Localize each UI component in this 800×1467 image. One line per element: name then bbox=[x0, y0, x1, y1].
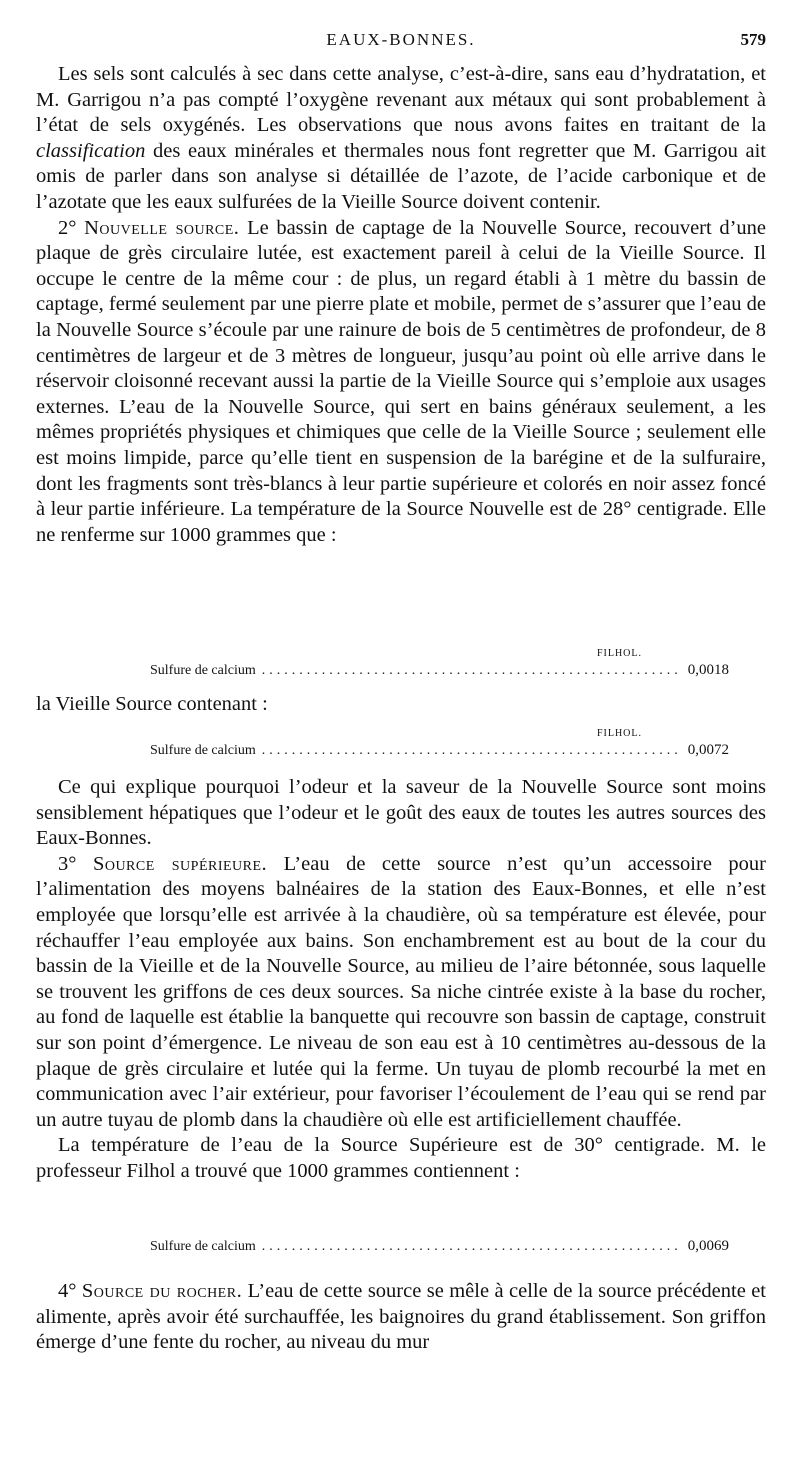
table-row bbox=[150, 662, 729, 679]
leader-dots: ........................................................ bbox=[261, 1239, 682, 1254]
paragraph-nouvelle-source bbox=[36, 216, 766, 549]
italic-term: classification bbox=[36, 139, 146, 162]
section-number: 2° bbox=[58, 216, 77, 239]
analysis-table-nouvelle bbox=[150, 648, 729, 679]
paragraph-text: Les sels sont calculés à sec dans cette analyse, c’est-à-dire, sans eau d’hydratation, et M. Garrigou n’a pas compté l’oxygène revenant aux métaux qui sont probablement à l’état de sels oxygénés. Les observations que nous avons faites en traitant de la bbox=[36, 63, 766, 137]
compound-value: 0,0069 bbox=[687, 1238, 729, 1254]
section-title: Nouvelle source. bbox=[84, 216, 240, 239]
body-block-2 bbox=[36, 692, 766, 718]
analyst-name: FILHOL. bbox=[596, 648, 642, 659]
paragraph-source-superieure bbox=[36, 852, 766, 1134]
paragraph-temperature: La température de l’eau de la Source Supérieure est de 30° centigrade. M. le professeur Filhol a trouvé que 1000 grammes contiennent : bbox=[36, 1134, 766, 1182]
page-number: 579 bbox=[740, 30, 766, 49]
paragraph-explanation: Ce qui explique pourquoi l’odeur et la saveur de la Nouvelle Source sont moins sensiblement hépatiques que l’odeur et le goût des eaux de toutes les autres sources des Eaux-Bonnes. bbox=[36, 776, 766, 850]
section-title: Source supérieure. bbox=[92, 852, 268, 875]
compound-label: Sulfure de calcium bbox=[150, 743, 256, 758]
body-block-1 bbox=[36, 62, 766, 548]
compound-label: Sulfure de calcium bbox=[150, 663, 256, 678]
running-title: EAUX-BONNES. bbox=[326, 30, 476, 49]
compound-value: 0,0018 bbox=[687, 662, 729, 678]
section-number: 3° bbox=[58, 852, 77, 875]
paragraph-text: des eaux minérales et thermales nous font regretter que M. Garrigou ait omis de parler dans son analyse si détaillée de l’azote, de l’acide carbonique et de l’azotate que les eaux sulfurées de la Vieille Source doivent contenir. bbox=[36, 139, 766, 213]
analysis-table-superieure bbox=[150, 1238, 729, 1255]
table-row bbox=[150, 742, 729, 759]
compound-value: 0,0072 bbox=[687, 742, 729, 758]
page-header bbox=[36, 30, 766, 56]
body-block-3 bbox=[36, 775, 766, 1185]
analysis-table-vieille bbox=[150, 728, 729, 759]
leader-dots: ........................................................ bbox=[261, 663, 682, 678]
paragraph-text: L’eau de cette source se mêle à celle de la source précédente et alimente, après avoir été surchauffée, les baignoires du grand établissement. Son griffon émerge d’une fente du rocher, au niveau du mur bbox=[36, 1280, 766, 1354]
paragraph-text: la Vieille Source contenant : bbox=[36, 693, 268, 715]
compound-label: Sulfure de calcium bbox=[150, 1239, 256, 1254]
table-row bbox=[150, 1238, 729, 1255]
body-block-4 bbox=[36, 1279, 766, 1356]
paragraph-text: L’eau de cette source n’est qu’un accessoire pour l’alimentation des moyens balnéaires de la station des Eaux-Bonnes, et elle n’est employée que lorsqu’elle est arrivée à la chaudière, où sa température est élevée, pour réchauffer l’eau employée aux bains. Son enchambrement est au bout de la cour du bassin de la Vieille et de la Nouvelle Source, au milieu de l’aire bétonnée, sous laquelle se trouvent les griffons de ces deux sources. Sa niche cintrée existe à la base du rocher, au fond de laquelle est établie la banquette qui recouvre son bassin de captage, construit sur son point d’émergence. Le niveau de son eau est à 10 centimètres au-dessous de la plaque de grès circulaire et lutée qui la ferme. Un tuyau de plomb recourbé la met en communication avec l’air extérieur, pour favoriser l’écoulement de l’eau qui se rend par un autre tuyau de plomb dans la chaudière où elle est artificiellement chauffée. bbox=[36, 852, 766, 1131]
paragraph-analysis-note bbox=[36, 62, 766, 216]
paragraph-text: Le bassin de captage de la Nouvelle Source, recouvert d’une plaque de grès circulaire lutée, est exactement pareil à celui de la Vieille Source. Il occupe le centre de la même cour : de plus, un regard établi à 1 mètre du bassin de captage, fermé seulement par une pierre plate et mobile, permet de s’assurer que l’eau de la Nouvelle Source s’écoule par une rainure de bois de 5 centimètres de profondeur, de 8 centimètres de largeur et de 3 mètres de longueur, jusqu’au point où elle arrive dans le réservoir cloisonné recevant aussi la partie de la Vieille Source qui s’emploie aux usages externes. L’eau de la Nouvelle Source, qui sert en bains généraux seulement, a les mêmes propriétés physiques et chimiques que celle de la Vieille Source ; seulement elle est moins limpide, parce qu’elle tient en suspension de la barégine et de la sulfuraire, dont les fragments sont très-blancs à leur partie supérieure et colorés en noir assez foncé à leur partie inférieure. La température de la Source Nouvelle est de 28° centigrade. Elle ne renferme sur 1000 grammes que : bbox=[36, 216, 766, 546]
analyst-name: FILHOL. bbox=[596, 728, 642, 739]
section-title: Source du rocher. bbox=[81, 1280, 243, 1302]
paragraph-source-rocher bbox=[36, 1279, 766, 1356]
leader-dots: ........................................................ bbox=[261, 743, 682, 758]
section-number: 4° bbox=[58, 1280, 77, 1302]
